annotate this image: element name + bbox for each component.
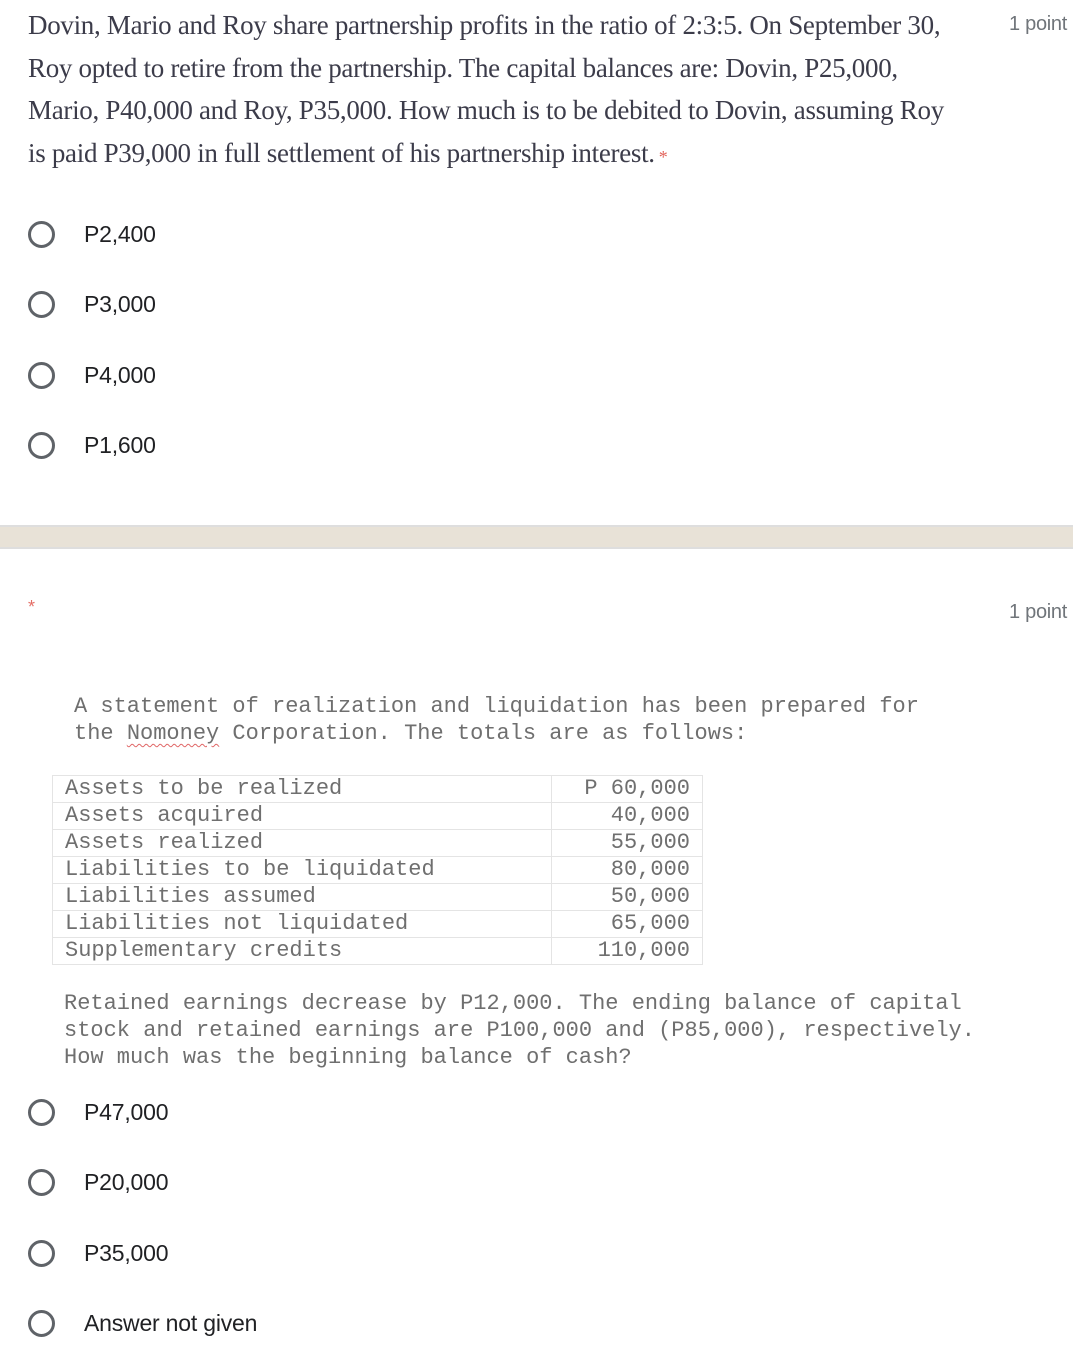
points-label: 1 point [1009,601,1067,623]
radio-option[interactable] [28,340,156,411]
table-row [53,911,703,938]
row-label: Liabilities to be liquidated [53,857,552,884]
radio-option[interactable] [28,1218,257,1289]
question-card-2 [0,549,1073,1363]
table-row [53,938,703,965]
intro-line: A statement of realization and liquidation has been prepared for [74,694,919,719]
row-label: Assets acquired [53,803,552,830]
option-label: Answer not given [84,1310,258,1337]
question-title-line: Mario, P40,000 and Roy, P35,000. How much is to be debited to Dovin, assuming Roy [28,95,944,125]
required-asterisk: * [28,597,36,617]
row-label: Liabilities not liquidated [53,911,552,938]
option-label: P35,000 [84,1239,169,1266]
option-label: P1,600 [84,432,156,459]
radio-option[interactable] [28,1148,257,1219]
radio-button-icon[interactable] [28,1169,55,1196]
required-asterisk: * [658,146,668,167]
table-row [53,830,703,857]
table-row [53,857,703,884]
radio-button-icon[interactable] [28,432,55,459]
row-label: Assets realized [53,830,552,857]
table-row [53,884,703,911]
radio-button-icon[interactable] [28,1310,55,1337]
radio-button-icon[interactable] [28,291,55,318]
row-amount: 65,000 [552,911,703,938]
question-image-intro [74,693,919,747]
row-label: Liabilities assumed [53,884,552,911]
outro-line: How much was the beginning balance of cash? [64,1045,632,1070]
radio-button-icon[interactable] [28,1099,55,1126]
radio-option[interactable] [28,199,156,270]
section-divider [0,525,1073,549]
radio-button-icon[interactable] [28,362,55,389]
option-label: P2,400 [84,220,156,247]
row-amount: P 60,000 [552,776,703,803]
option-label: P3,000 [84,291,156,318]
points-label: 1 point [1009,13,1067,35]
radio-option[interactable] [28,411,156,482]
question-card-1 [0,0,1073,525]
row-amount: 50,000 [552,884,703,911]
row-amount: 80,000 [552,857,703,884]
radio-button-icon[interactable] [28,1240,55,1267]
intro-line-suffix: Corporation. The totals are as follows: [219,721,748,746]
table-row [53,776,703,803]
option-label: P47,000 [84,1098,169,1125]
radio-option[interactable] [28,1289,257,1360]
row-amount: 40,000 [552,803,703,830]
spellcheck-word: Nomoney [126,721,220,746]
question-title-line: Roy opted to retire from the partnership. The capital balances are: Dovin, P25,000, [28,52,898,83]
radio-button-icon[interactable] [28,221,55,248]
row-label: Assets to be realized [53,776,552,803]
table-row [53,803,703,830]
radio-option[interactable] [28,1077,257,1148]
row-amount: 55,000 [552,830,703,857]
outro-line: stock and retained earnings are P100,000 and (P85,000), respectively. [64,1018,975,1043]
radio-group [28,199,156,481]
intro-line-prefix: the [74,721,127,746]
row-amount: 110,000 [552,938,703,965]
liquidation-totals-table [52,775,703,965]
question-title-line: is paid P39,000 in full settlement of his partnership interest. [28,137,655,168]
radio-option[interactable] [28,270,156,341]
option-label: P20,000 [84,1169,169,1196]
question-title [28,4,978,174]
question-image-outro [64,990,975,1071]
question-title-line: Dovin, Mario and Roy share partnership profits in the ratio of 2:3:5. On September 30, [28,10,941,40]
radio-group [28,1077,257,1359]
row-label: Supplementary credits [53,938,552,965]
option-label: P4,000 [84,361,156,388]
outro-line: Retained earnings decrease by P12,000. The ending balance of capital [64,991,962,1016]
